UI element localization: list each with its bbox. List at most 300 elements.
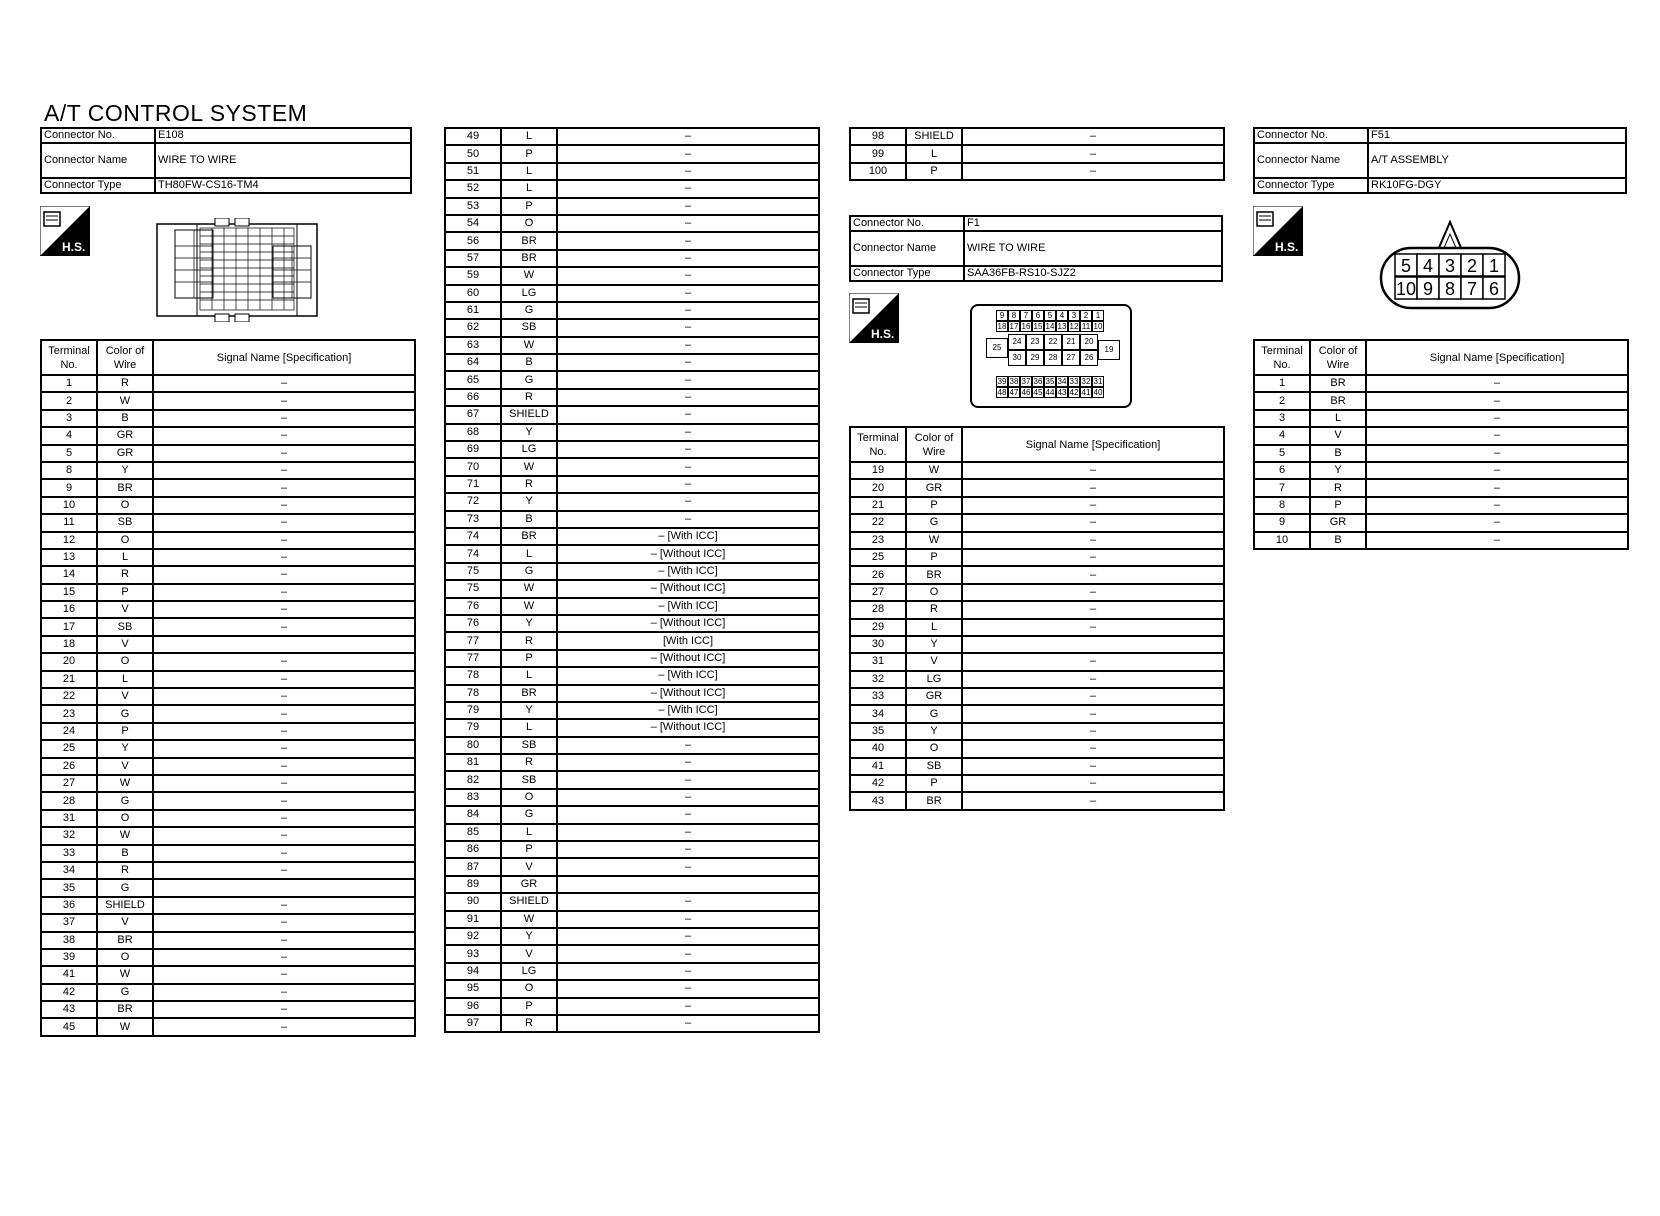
table-row	[445, 928, 819, 945]
e108-connector-face-diagram	[155, 218, 320, 322]
table-row	[41, 845, 415, 862]
wire-color-cell: P	[906, 549, 962, 566]
table-row	[41, 671, 415, 688]
wire-color-cell: SB	[906, 758, 962, 775]
table-row	[850, 532, 1224, 549]
wire-color-cell: SHIELD	[97, 897, 153, 914]
table-row	[445, 145, 819, 162]
terminal-no-cell: 2	[1254, 392, 1310, 409]
terminal-no-cell: 54	[445, 215, 501, 232]
table-row	[850, 636, 1224, 653]
signal-name-cell: –	[153, 758, 415, 775]
wire-color-cell: R	[501, 389, 557, 406]
wire-color-cell: L	[501, 180, 557, 197]
wire-color-cell: BR	[1310, 375, 1366, 392]
terminal-no-cell: 96	[445, 998, 501, 1015]
signal-name-cell: –	[557, 285, 819, 302]
f1-connector-face-diagram	[970, 304, 1132, 408]
wire-color-cell: P	[97, 723, 153, 740]
pin-cell: 27	[1062, 350, 1080, 366]
wire-color-cell: V	[97, 914, 153, 931]
signal-name-cell: –	[1366, 514, 1628, 531]
wire-color-cell: R	[501, 1015, 557, 1032]
table-row	[445, 685, 819, 702]
terminal-no-cell: 60	[445, 285, 501, 302]
f1-terminal-table	[849, 426, 1225, 811]
table-row	[41, 1018, 415, 1035]
wire-color-cell: Y	[1310, 462, 1366, 479]
signal-name-cell: –	[962, 601, 1224, 618]
connector-no-value: F51	[1368, 128, 1626, 143]
pin-cell: 13	[1057, 322, 1067, 331]
signal-name-cell: –	[153, 462, 415, 479]
table-row	[445, 719, 819, 736]
table-row	[445, 980, 819, 997]
signal-name-cell: –	[962, 688, 1224, 705]
terminal-no-cell: 23	[41, 705, 97, 722]
table-row	[445, 337, 819, 354]
connector-no-label: Connector No.	[1254, 128, 1368, 143]
pin-cell: 20	[1080, 334, 1098, 350]
table-row	[41, 392, 415, 409]
signal-name-cell: –	[153, 705, 415, 722]
wire-color-cell: BR	[906, 792, 962, 809]
signal-name-cell: –	[557, 337, 819, 354]
wire-color-cell: Y	[501, 615, 557, 632]
terminal-no-cell: 3	[41, 410, 97, 427]
wire-color-cell: Y	[906, 723, 962, 740]
signal-name-cell: –	[557, 858, 819, 875]
color-of-wire-header: Color of Wire	[1310, 340, 1366, 375]
wire-color-cell: L	[906, 145, 962, 162]
signal-name-cell: – [With ICC]	[557, 598, 819, 615]
table-row	[1254, 497, 1628, 514]
wire-color-cell: Y	[501, 928, 557, 945]
table-row	[41, 497, 415, 514]
terminal-no-cell: 41	[41, 966, 97, 983]
table-row	[445, 998, 819, 1015]
wire-color-cell: O	[97, 949, 153, 966]
signal-name-cell: –	[153, 653, 415, 670]
pin-cell: 28	[1044, 350, 1062, 366]
pin-cell: 25	[986, 338, 1008, 358]
terminal-no-cell: 85	[445, 824, 501, 841]
pin-cell: 1	[1092, 310, 1104, 321]
table-row	[1254, 427, 1628, 444]
table-row	[850, 549, 1224, 566]
table-row	[41, 810, 415, 827]
f51-terminal-rows	[1254, 375, 1628, 549]
signal-name-cell: –	[153, 479, 415, 496]
wire-color-cell: R	[97, 375, 153, 392]
wire-color-cell: W	[501, 911, 557, 928]
terminal-no-cell: 28	[41, 792, 97, 809]
signal-name-cell: –	[153, 792, 415, 809]
table-row	[445, 232, 819, 249]
signal-name-cell	[153, 636, 415, 653]
wire-color-cell: L	[1310, 410, 1366, 427]
terminal-no-cell: 8	[41, 462, 97, 479]
pin-number: 8	[1444, 279, 1456, 299]
terminal-no-cell: 28	[850, 601, 906, 618]
terminal-no-cell: 26	[850, 566, 906, 583]
terminal-no-cell: 21	[41, 671, 97, 688]
wire-color-cell: O	[97, 497, 153, 514]
signal-name-cell: –	[557, 737, 819, 754]
wire-color-cell: L	[501, 719, 557, 736]
connector-name-label: Connector Name	[1254, 143, 1368, 178]
signal-name-cell: –	[153, 897, 415, 914]
table-row	[850, 705, 1224, 722]
terminal-no-cell: 3	[1254, 410, 1310, 427]
hs-label: H.S.	[1275, 240, 1299, 254]
terminal-no-cell: 39	[41, 949, 97, 966]
terminal-no-cell: 69	[445, 441, 501, 458]
f1-terminal-rows	[850, 462, 1224, 810]
pin-number: 10	[1395, 279, 1417, 299]
table-row	[445, 198, 819, 215]
signal-name-cell: –	[557, 806, 819, 823]
signal-name-cell: – [With ICC]	[557, 667, 819, 684]
terminal-no-cell: 99	[850, 145, 906, 162]
table-row	[1254, 392, 1628, 409]
wire-color-cell: O	[501, 980, 557, 997]
table-row	[41, 740, 415, 757]
terminal-no-cell: 7	[1254, 479, 1310, 496]
wire-color-cell: SB	[501, 737, 557, 754]
table-row	[445, 389, 819, 406]
table-row	[445, 598, 819, 615]
connector-no-label: Connector No.	[850, 216, 964, 231]
pin-number: 3	[1444, 256, 1456, 276]
terminal-no-header: Terminal No.	[41, 340, 97, 375]
terminal-no-cell: 64	[445, 354, 501, 371]
table-row	[445, 911, 819, 928]
pin-cell: 5	[1044, 310, 1056, 321]
terminal-no-cell: 23	[850, 532, 906, 549]
signal-name-cell: –	[1366, 479, 1628, 496]
connector-no-value: E108	[155, 128, 411, 143]
table-row	[850, 653, 1224, 670]
signal-name-cell: –	[557, 354, 819, 371]
wire-color-cell: V	[501, 858, 557, 875]
signal-name-cell: –	[962, 479, 1224, 496]
wire-color-cell: BR	[501, 685, 557, 702]
signal-name-cell: –	[557, 754, 819, 771]
table-row	[445, 632, 819, 649]
table-row	[850, 619, 1224, 636]
pin-cell: 4	[1056, 310, 1068, 321]
wire-color-cell: P	[501, 841, 557, 858]
signal-name-cell: –	[557, 319, 819, 336]
f51-info-table	[1253, 127, 1627, 194]
signal-name-cell: –	[557, 371, 819, 388]
terminal-no-cell: 12	[41, 532, 97, 549]
pin-cell: 21	[1062, 334, 1080, 350]
wire-color-cell: O	[906, 584, 962, 601]
wire-color-cell: O	[501, 215, 557, 232]
wire-color-cell: SB	[97, 618, 153, 635]
signal-name-cell: –	[557, 128, 819, 145]
table-row	[445, 493, 819, 510]
wire-color-cell: V	[1310, 427, 1366, 444]
signal-name-cell: –	[557, 458, 819, 475]
wire-color-cell: SB	[501, 771, 557, 788]
terminal-no-cell: 59	[445, 267, 501, 284]
wire-color-cell: W	[97, 827, 153, 844]
table-row	[445, 841, 819, 858]
signal-name-cell: –	[153, 566, 415, 583]
signal-name-cell: –	[153, 810, 415, 827]
pin-number: 9	[1422, 279, 1434, 299]
wire-color-cell: BR	[501, 250, 557, 267]
f51-terminal-table	[1253, 339, 1629, 550]
signal-name-cell: – [Without ICC]	[557, 580, 819, 597]
signal-name-cell: –	[557, 267, 819, 284]
signal-name-cell: –	[557, 980, 819, 997]
terminal-no-cell: 76	[445, 615, 501, 632]
wire-color-cell: L	[906, 619, 962, 636]
pin-cell: 23	[1026, 334, 1044, 350]
signal-name-cell: –	[962, 705, 1224, 722]
table-row	[41, 932, 415, 949]
pin-cell: 10	[1093, 322, 1103, 331]
table-row	[41, 688, 415, 705]
connector-type-label: Connector Type	[850, 266, 964, 281]
table-row	[850, 479, 1224, 496]
wire-color-cell: Y	[906, 636, 962, 653]
wire-color-cell: V	[97, 601, 153, 618]
table-row	[445, 441, 819, 458]
signal-name-cell: –	[557, 180, 819, 197]
table-row	[41, 966, 415, 983]
table-row	[1254, 514, 1628, 531]
terminal-no-cell: 77	[445, 632, 501, 649]
pin-cell: 42	[1069, 388, 1079, 397]
signal-name-cell: –	[962, 740, 1224, 757]
table-row	[445, 806, 819, 823]
terminal-no-cell: 20	[41, 653, 97, 670]
terminal-no-cell: 71	[445, 476, 501, 493]
terminal-no-cell: 27	[850, 584, 906, 601]
terminal-no-cell: 1	[41, 375, 97, 392]
signal-name-cell	[153, 879, 415, 896]
wire-color-cell: B	[97, 845, 153, 862]
wire-color-cell: Y	[97, 740, 153, 757]
wire-color-cell: W	[97, 966, 153, 983]
signal-name-cell: –	[962, 549, 1224, 566]
connector-type-value: TH80FW-CS16-TM4	[155, 178, 411, 193]
f1-info-table	[849, 215, 1223, 282]
signal-name-cell: –	[557, 493, 819, 510]
wire-color-cell: Y	[97, 462, 153, 479]
terminal-no-cell: 75	[445, 580, 501, 597]
wire-color-cell: L	[97, 671, 153, 688]
terminal-no-cell: 33	[41, 845, 97, 862]
terminal-no-cell: 22	[41, 688, 97, 705]
e108-info-table	[40, 127, 412, 194]
signal-name-cell: –	[557, 1015, 819, 1032]
table-row	[41, 549, 415, 566]
terminal-no-cell: 40	[850, 740, 906, 757]
terminal-no-cell: 50	[445, 145, 501, 162]
terminal-no-cell: 14	[41, 566, 97, 583]
wire-color-cell: W	[501, 598, 557, 615]
table-row	[445, 563, 819, 580]
pin-number: 6	[1488, 279, 1500, 299]
table-row	[445, 250, 819, 267]
signal-name-cell: –	[1366, 375, 1628, 392]
signal-name-header: Signal Name [Specification]	[153, 340, 415, 375]
terminal-no-cell: 67	[445, 406, 501, 423]
table-row	[445, 406, 819, 423]
terminal-no-cell: 82	[445, 771, 501, 788]
wire-color-cell: R	[501, 476, 557, 493]
wire-color-cell: P	[906, 497, 962, 514]
table-row	[445, 354, 819, 371]
table-row	[41, 601, 415, 618]
wire-color-cell: LG	[501, 285, 557, 302]
wire-color-cell: B	[97, 410, 153, 427]
terminal-no-cell: 63	[445, 337, 501, 354]
terminal-no-cell: 79	[445, 702, 501, 719]
table-row	[41, 532, 415, 549]
table-row	[41, 427, 415, 444]
signal-name-cell: –	[557, 998, 819, 1015]
terminal-no-cell: 20	[850, 479, 906, 496]
wire-color-cell: P	[501, 998, 557, 1015]
e108-terminal-table	[40, 339, 416, 1037]
table-row	[41, 914, 415, 931]
pin-cell: 6	[1032, 310, 1044, 321]
pin-cell: 8	[1008, 310, 1020, 321]
wire-color-cell: W	[97, 1018, 153, 1035]
terminal-no-cell: 53	[445, 198, 501, 215]
table-row	[41, 758, 415, 775]
terminal-no-cell: 2	[41, 392, 97, 409]
terminal-no-header: Terminal No.	[1254, 340, 1310, 375]
f51-face-cells	[1395, 254, 1505, 299]
signal-name-cell: –	[962, 619, 1224, 636]
table-row	[445, 215, 819, 232]
terminal-no-cell: 30	[850, 636, 906, 653]
pin-cell: 36	[1033, 377, 1043, 386]
signal-name-cell: –	[962, 145, 1224, 162]
wire-color-cell: GR	[97, 427, 153, 444]
signal-name-cell: –	[557, 406, 819, 423]
signal-name-cell: –	[153, 688, 415, 705]
pin-number: 7	[1466, 279, 1478, 299]
table-row	[850, 758, 1224, 775]
wire-color-cell: G	[97, 705, 153, 722]
wire-color-cell: P	[501, 198, 557, 215]
terminal-no-cell: 97	[445, 1015, 501, 1032]
terminal-no-cell: 10	[41, 497, 97, 514]
table-row	[445, 667, 819, 684]
terminal-no-cell: 25	[41, 740, 97, 757]
signal-name-cell: –	[557, 250, 819, 267]
wire-color-cell: R	[501, 632, 557, 649]
signal-name-cell: –	[153, 827, 415, 844]
signal-name-cell: – [Without ICC]	[557, 685, 819, 702]
wire-color-cell: W	[501, 267, 557, 284]
wire-color-cell: Y	[501, 702, 557, 719]
signal-name-cell: –	[557, 945, 819, 962]
connector-type-value: SAA36FB-RS10-SJZ2	[964, 266, 1222, 281]
terminal-no-cell: 18	[41, 636, 97, 653]
pin-cell: 41	[1081, 388, 1091, 397]
table-row	[850, 584, 1224, 601]
signal-name-cell: – [With ICC]	[557, 528, 819, 545]
wire-color-cell: P	[906, 775, 962, 792]
terminal-no-cell: 4	[41, 427, 97, 444]
table-row	[850, 601, 1224, 618]
wire-color-cell: W	[97, 775, 153, 792]
signal-name-cell: –	[153, 775, 415, 792]
wire-color-cell: G	[501, 563, 557, 580]
wire-color-cell: L	[501, 824, 557, 841]
table-row	[445, 458, 819, 475]
table-row	[445, 528, 819, 545]
pin-cell: 22	[1044, 334, 1062, 350]
signal-name-cell: –	[153, 845, 415, 862]
wire-color-cell: W	[97, 392, 153, 409]
terminal-no-cell: 31	[850, 653, 906, 670]
terminal-no-cell: 42	[850, 775, 906, 792]
signal-name-cell: –	[153, 410, 415, 427]
table-row	[850, 462, 1224, 479]
table-row	[445, 128, 819, 145]
signal-name-cell: –	[962, 671, 1224, 688]
terminal-no-cell: 22	[850, 514, 906, 531]
signal-name-cell: – [Without ICC]	[557, 615, 819, 632]
signal-name-cell: –	[153, 966, 415, 983]
table-row	[445, 285, 819, 302]
signal-name-cell: –	[557, 389, 819, 406]
signal-name-cell: –	[153, 949, 415, 966]
table-row	[41, 445, 415, 462]
terminal-no-cell: 19	[850, 462, 906, 479]
wire-color-cell: V	[97, 636, 153, 653]
signal-name-cell: –	[153, 497, 415, 514]
terminal-no-cell: 79	[445, 719, 501, 736]
pin-cell: 32	[1081, 377, 1091, 386]
color-of-wire-header: Color of Wire	[97, 340, 153, 375]
terminal-no-cell: 91	[445, 911, 501, 928]
signal-name-cell: –	[153, 375, 415, 392]
table-row	[445, 876, 819, 893]
signal-name-cell: –	[153, 601, 415, 618]
signal-name-cell: –	[962, 758, 1224, 775]
signal-name-cell: –	[557, 232, 819, 249]
wire-color-cell: W	[501, 337, 557, 354]
terminal-no-cell: 78	[445, 685, 501, 702]
wire-color-cell: Y	[501, 493, 557, 510]
table-row	[41, 410, 415, 427]
signal-name-cell: –	[1366, 462, 1628, 479]
table-row	[445, 771, 819, 788]
pin-cell: 30	[1008, 350, 1026, 366]
terminal-no-cell: 84	[445, 806, 501, 823]
terminal-no-cell: 78	[445, 667, 501, 684]
signal-name-cell: –	[962, 653, 1224, 670]
wire-color-cell: L	[501, 545, 557, 562]
terminal-no-cell: 89	[445, 876, 501, 893]
table-row	[41, 514, 415, 531]
signal-name-cell: –	[153, 914, 415, 931]
terminal-no-cell: 72	[445, 493, 501, 510]
wire-color-cell: O	[906, 740, 962, 757]
